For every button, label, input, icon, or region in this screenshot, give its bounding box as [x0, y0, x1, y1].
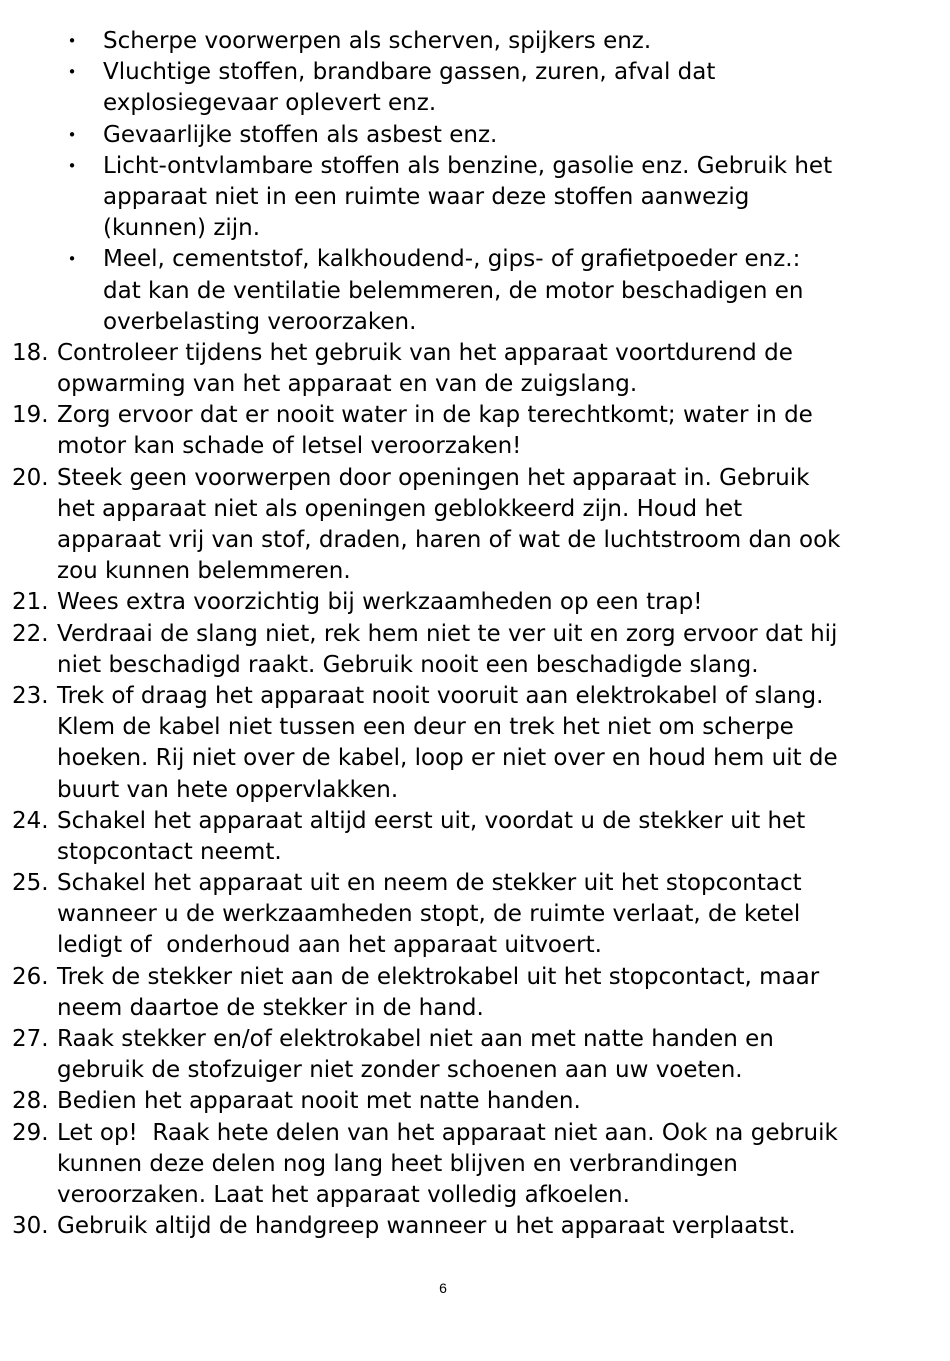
item-text: veroorzaken. Laat het apparaat volledig afkoelen. — [57, 1181, 630, 1208]
item-number: 28. — [12, 1088, 49, 1115]
item-text: Raak stekker en/of elektrokabel niet aan met natte handen en — [57, 1026, 774, 1052]
item-text: Schakel het apparaat uit en neem de stekker uit het stopcontact — [57, 870, 802, 897]
item-text: hoeken. Rij niet over de kabel, loop er niet over en houd hem uit de — [57, 745, 838, 772]
numbered-item — [0, 868, 950, 962]
bullet-line — [0, 120, 950, 151]
item-number: 22. — [12, 620, 49, 647]
item-line — [0, 899, 950, 930]
bullet-line — [0, 88, 950, 119]
bullet-icon: • — [67, 32, 77, 50]
item-text: buurt van hete oppervlakken. — [57, 776, 399, 803]
item-text: niet beschadigd raakt. Gebruik nooit een beschadigde slang. — [57, 651, 759, 678]
numbered-item — [0, 463, 950, 588]
item-text: het apparaat niet als openingen geblokkeerd zijn. Houd het — [57, 495, 743, 522]
item-line — [0, 1055, 950, 1086]
bullet-text: explosiegevaar oplevert enz. — [103, 90, 437, 117]
item-line — [0, 400, 950, 431]
item-line — [0, 962, 950, 993]
item-text: ledigt of onderhoud aan het apparaat uitvoert. — [57, 932, 602, 959]
item-line — [0, 1149, 950, 1180]
bullet-line — [0, 213, 950, 244]
bullet-line — [0, 182, 950, 213]
bullet-text: Gevaarlijke stoffen als asbest enz. — [103, 121, 498, 148]
item-line — [0, 369, 950, 400]
item-text: zou kunnen belemmeren. — [57, 558, 351, 585]
item-text: opwarming van het apparaat en van de zuigslang. — [57, 371, 638, 398]
numbered-item — [0, 619, 950, 681]
item-line — [0, 1180, 950, 1211]
bullet-text: Scherpe voorwerpen als scherven, spijkers enz. — [103, 28, 652, 54]
numbered-item — [0, 962, 950, 1024]
numbered-item — [0, 1086, 950, 1117]
bullet-icon: • — [67, 63, 77, 82]
item-number: 20. — [12, 464, 49, 491]
numbered-item — [0, 1024, 950, 1086]
item-line — [0, 619, 950, 650]
bullet-text: Vluchtige stoffen, brandbare gassen, zuren, afval dat — [103, 59, 716, 86]
item-line — [0, 868, 950, 899]
item-line — [0, 1086, 950, 1117]
item-number: 27. — [12, 1026, 49, 1052]
bullet-item — [0, 26, 950, 57]
item-text: gebruik de stofzuiger niet zonder schoenen aan uw voeten. — [57, 1057, 743, 1084]
item-text: motor kan schade of letsel veroorzaken! — [57, 433, 522, 460]
item-line — [0, 1118, 950, 1149]
item-number: 18. — [12, 339, 49, 366]
numbered-item — [0, 1211, 950, 1242]
item-text: Gebruik altijd de handgreep wanneer u het apparaat verplaatst. — [57, 1213, 796, 1240]
bullet-line — [0, 307, 950, 338]
numbered-item — [0, 587, 950, 618]
item-text: Klem de kabel niet tussen een deur en trek het niet om scherpe — [57, 714, 794, 741]
item-text: Trek of draag het apparaat nooit vooruit aan elektrokabel of slang. — [57, 682, 824, 709]
item-line — [0, 556, 950, 587]
item-number: 24. — [12, 807, 49, 834]
item-text: Trek de stekker niet aan de elektrokabel uit het stopcontact, maar — [57, 963, 820, 990]
numbered-item — [0, 338, 950, 400]
item-number: 25. — [12, 870, 49, 897]
item-text: Bedien het apparaat nooit met natte handen. — [57, 1088, 581, 1115]
bullet-text: Licht-ontvlambare stoffen als benzine, gasolie enz. Gebruik het — [103, 152, 833, 179]
item-line — [0, 525, 950, 556]
item-line — [0, 993, 950, 1024]
item-line — [0, 806, 950, 837]
numbered-item — [0, 806, 950, 868]
page-number: 6 — [439, 1280, 447, 1296]
bullet-text: Meel, cementstof, kalkhoudend-, gips- of grafietpoeder enz.: — [103, 246, 801, 273]
item-line — [0, 650, 950, 681]
document-body — [0, 26, 950, 1242]
numbered-item — [0, 400, 950, 462]
bullet-text: (kunnen) zijn. — [103, 215, 261, 242]
item-text: Let op! Raak hete delen van het apparaat niet aan. Ook na gebruik — [57, 1119, 838, 1146]
item-number: 30. — [12, 1213, 49, 1240]
item-text: Schakel het apparaat altijd eerst uit, voordat u de stekker uit het — [57, 807, 806, 834]
item-line — [0, 1024, 950, 1055]
item-text: Wees extra voorzichtig bij werkzaamheden op een trap! — [57, 589, 703, 616]
item-text: Steek geen voorwerpen door openingen het apparaat in. Gebruik — [57, 464, 810, 491]
bullet-line — [0, 151, 950, 182]
item-text: wanneer u de werkzaamheden stopt, de ruimte verlaat, de ketel — [57, 901, 801, 928]
bullet-icon: • — [67, 125, 77, 144]
bullet-item — [0, 120, 950, 151]
item-line — [0, 930, 950, 961]
item-line — [0, 494, 950, 525]
bullet-line — [0, 276, 950, 307]
bullet-text: apparaat niet in een ruimte waar deze stoffen aanwezig — [103, 183, 750, 210]
item-line — [0, 338, 950, 369]
item-text: Verdraai de slang niet, rek hem niet te ver uit en zorg ervoor dat hij — [57, 620, 838, 647]
numbered-item — [0, 681, 950, 806]
bullet-icon: • — [67, 250, 77, 269]
item-line — [0, 681, 950, 712]
item-text: Zorg ervoor dat er nooit water in de kap terechtkomt; water in de — [57, 402, 813, 429]
bullet-line — [0, 57, 950, 88]
item-number: 19. — [12, 402, 49, 429]
item-text: kunnen deze delen nog lang heet blijven en verbrandingen — [57, 1150, 738, 1177]
bullet-item — [0, 151, 950, 245]
bullet-text: dat kan de ventilatie belemmeren, de motor beschadigen en — [103, 277, 804, 304]
item-number: 21. — [12, 589, 49, 616]
numbered-item — [0, 1118, 950, 1212]
bullet-item — [0, 244, 950, 338]
bullet-line — [0, 26, 950, 57]
item-number: 23. — [12, 682, 49, 709]
bullet-icon: • — [67, 156, 77, 175]
item-text: stopcontact neemt. — [57, 838, 282, 865]
item-line — [0, 837, 950, 868]
item-text: Controleer tijdens het gebruik van het apparaat voortdurend de — [57, 339, 793, 366]
item-number: 29. — [12, 1119, 49, 1146]
item-line — [0, 743, 950, 774]
item-line — [0, 775, 950, 806]
item-number: 26. — [12, 963, 49, 990]
item-line — [0, 431, 950, 462]
bullet-line — [0, 244, 950, 275]
bullet-text: overbelasting veroorzaken. — [103, 308, 417, 335]
item-line — [0, 1211, 950, 1242]
item-line — [0, 463, 950, 494]
item-text: apparaat vrij van stof, draden, haren of wat de luchtstroom dan ook — [57, 527, 841, 553]
item-text: neem daartoe de stekker in de hand. — [57, 994, 484, 1021]
item-line — [0, 712, 950, 743]
item-line — [0, 587, 950, 618]
bullet-item — [0, 57, 950, 119]
